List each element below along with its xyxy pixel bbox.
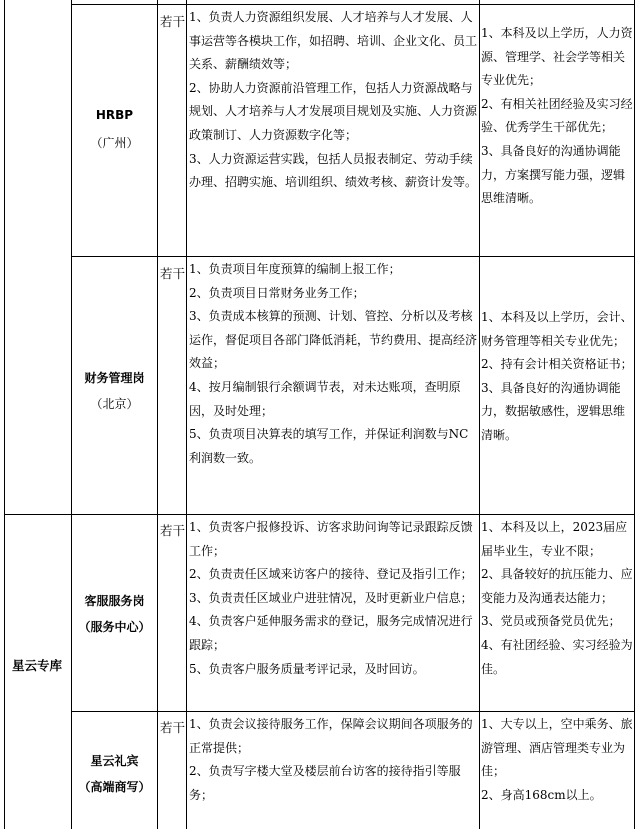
requirement-item: 2、有相关社团经验及实习经验、优秀学生干部优先； (481, 96, 633, 135)
requirements-list (481, 22, 633, 211)
requirement-item: 1、本科及以上学历，人力资源、管理学、社会学等相关专业优先； (481, 26, 633, 88)
col-divider-0 (4, 0, 5, 829)
duty-item: 2、协助人力资源前沿管理工作，包括人力资源战略与规划、人才培养与人才发展项目规划及实施、人力资源政策制订、人力资源数字化等； (189, 80, 478, 142)
position-name: 星云礼宾 (90, 754, 139, 768)
duties-list (189, 6, 477, 195)
duty-item: 3、负责责任区域业户进驻情况，及时更新业户信息； (189, 590, 473, 605)
requirements-list (481, 516, 633, 681)
position-location: （北京） (90, 397, 139, 411)
requirement-item: 3、具备良好的沟通协调能力，方案撰写能力强，逻辑思维清晰。 (481, 143, 626, 206)
duty-item: 5、负责项目决算表的填写工作，并保证利润数与NC利润数一致。 (189, 427, 469, 465)
duty-item: 2、负责写字楼大堂及楼层前台访客的接待指引等服务； (189, 764, 461, 802)
headcount: 若干 (160, 523, 186, 538)
row-divider-3 (71, 711, 634, 712)
duty-item: 1、负责人力资源组织发展、人才培养与人才发展、人事运营等各模块工作，如招聘、培训、企业文化、员工关系、薪酬绩效等； (189, 10, 478, 72)
duty-item: 5、负责客户服务质量考评记录，及时回访。 (189, 661, 425, 676)
requirement-item: 2、具备较好的抗压能力、应变能力及沟通表达能力； (481, 567, 633, 605)
col-divider-2 (157, 0, 158, 829)
duty-item: 4、按月编制银行余额调节表，对未达账项，查明原因，及时处理； (189, 379, 461, 418)
requirement-item: 1、大专以上，空中乘务、旅游管理、酒店管理类专业为佳； (481, 717, 633, 779)
duty-item: 1、负责客户报修投诉、访客求助问询等记录跟踪反馈工作； (189, 520, 473, 558)
requirements-list (481, 713, 633, 807)
row-divider-2 (4, 514, 634, 515)
headcount: 若干 (160, 266, 186, 281)
col-divider-5 (634, 0, 635, 829)
duty-item: 4、负责客户延伸服务需求的登记，服务完成情况进行跟踪； (189, 614, 473, 652)
position-location: （广州） (90, 136, 139, 150)
duties-list (189, 258, 477, 470)
requirement-item: 4、有社团经验、实习经验为佳。 (481, 637, 633, 676)
requirement-item: 3、具备良好的沟通协调能力，数据敏感性，逻辑思维清晰。 (481, 380, 626, 442)
requirement-item: 2、持有会计相关资格证书； (481, 357, 633, 372)
requirement-item: 3、党员或预备党员优先； (481, 614, 621, 629)
table-top-border (71, 4, 634, 5)
headcount: 若干 (160, 14, 186, 29)
position-name: 财务管理岗 (84, 371, 145, 385)
duty-item: 2、负责项目日常财务业务工作； (189, 285, 365, 300)
duty-item: 1、负责会议接待服务工作，保障会议期间各项服务的正常提供； (189, 717, 473, 755)
col-divider-4 (479, 0, 480, 829)
requirements-list (481, 306, 633, 448)
duties-list (189, 713, 477, 807)
duty-item: 3、人力资源运营实践，包括人员报表制定、劳动手续办理、招聘实施、培训组织、绩效考核、薪资计发等。 (189, 151, 478, 190)
row-divider-1 (71, 256, 634, 257)
duty-item: 1、负责项目年度预算的编制上报工作； (189, 262, 401, 276)
duties-list (189, 516, 477, 681)
col-divider-1 (71, 0, 72, 829)
duty-item: 3、负责成本核算的预测、计划、管控、分析以及考核运作，督促项目各部门降低消耗，节约费用、提高经济效益； (189, 309, 478, 371)
division-label: 星云专库 (12, 658, 63, 673)
requirement-item: 1、本科及以上学历，会计、财务管理等相关专业优先； (481, 310, 633, 348)
duty-item: 2、负责责任区域来访客户的接待、登记及指引工作； (189, 567, 473, 582)
requirement-item: 2、身高168cm以上。 (481, 787, 602, 802)
position-name: 客服服务岗 (84, 594, 145, 608)
col-divider-3 (186, 0, 187, 829)
headcount: 若干 (160, 720, 186, 735)
position-name: HRBP (95, 108, 134, 122)
position-location: （高端商写） (78, 780, 151, 794)
requirement-item: 1、本科及以上，2023届应届毕业生，专业不限； (481, 520, 628, 558)
position-location: （服务中心） (78, 620, 151, 634)
